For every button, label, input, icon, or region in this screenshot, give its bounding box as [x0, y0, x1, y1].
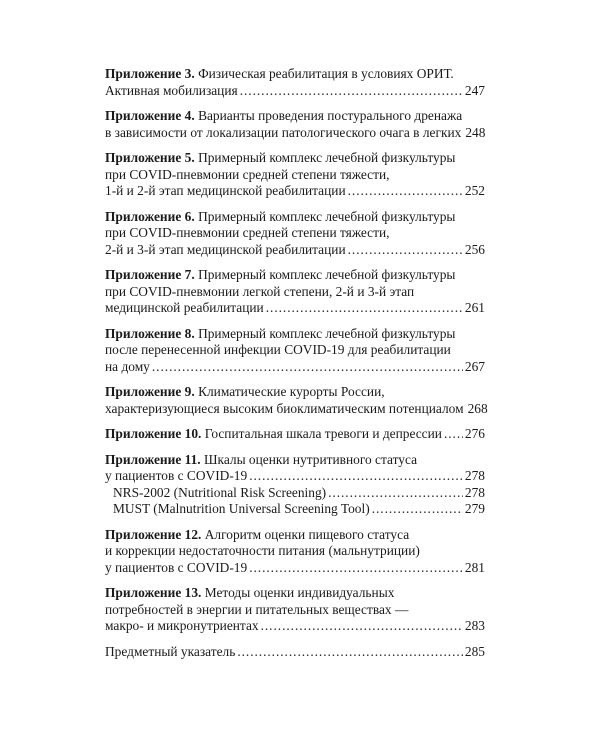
page-number: 247 — [464, 82, 485, 98]
entry-title-line: после перенесенной инфекции COVID-19 для реабилитации — [105, 342, 451, 357]
entry-title-line: 2-й и 3-й этап медицинской реабилитации — [105, 241, 346, 257]
toc-entry-appendix-3[interactable] — [105, 66, 485, 99]
appendix-label: Приложение 10. — [105, 426, 202, 441]
page-number: 283 — [464, 618, 485, 633]
toc-entry-appendix-12[interactable] — [105, 527, 485, 577]
page-number: 281 — [464, 559, 485, 575]
entry-title-line: у пациентов с COVID-19 — [105, 468, 248, 483]
dot-leader — [152, 359, 463, 376]
table-of-contents — [105, 66, 488, 660]
page-number: 285 — [464, 643, 485, 659]
appendix-label: Приложение 3. — [105, 66, 195, 81]
dot-leader — [249, 560, 463, 577]
entry-title-line: Активная мобилизация — [105, 82, 238, 98]
toc-entry-appendix-8[interactable] — [105, 326, 485, 376]
appendix-label: Приложение 4. — [105, 108, 195, 123]
entry-title-line: и коррекции недостаточности питания (мальнутриции) — [105, 543, 420, 558]
entry-title-line: характеризующиеся высоким биоклиматическим потенциалом — [105, 400, 464, 416]
entry-title-line: Примерный комплекс лечебной физкультуры — [198, 150, 456, 165]
dot-leader — [348, 183, 463, 200]
page-number: 268 — [467, 400, 488, 416]
dot-leader — [266, 300, 463, 317]
dot-leader — [261, 618, 463, 635]
toc-entry-appendix-11[interactable] — [105, 452, 485, 518]
entry-title-line: Предметный указатель — [105, 643, 236, 659]
entry-title-line: Примерный комплекс лечебной физкультуры — [198, 267, 456, 282]
toc-subentry-must[interactable] — [105, 501, 485, 518]
entry-title-line: Шкалы оценки нутритивного статуса — [204, 451, 418, 467]
appendix-label: Приложение 6. — [105, 208, 195, 224]
toc-entry-appendix-13[interactable] — [105, 585, 485, 635]
page-number: 267 — [464, 358, 485, 374]
entry-title-line: Климатические курорты России, — [198, 384, 385, 399]
dot-leader — [444, 426, 463, 443]
entry-title-line: Примерный комплекс лечебной физкультуры — [198, 325, 456, 341]
toc-entry-appendix-9[interactable] — [105, 384, 488, 417]
toc-entry-appendix-6[interactable] — [105, 209, 485, 259]
page-number: 256 — [464, 241, 485, 257]
entry-title-line: при COVID-пневмонии средней степени тяжести, — [105, 166, 390, 182]
toc-entry-appendix-7[interactable] — [105, 267, 485, 317]
page-number: 261 — [464, 300, 485, 315]
appendix-label: Приложение 5. — [105, 150, 195, 165]
dot-leader — [249, 468, 463, 485]
subentry-title: MUST (Malnutrition Universal Screening Tool) — [113, 501, 370, 516]
entry-title-line: Госпитальная шкала тревоги и депрессии — [204, 426, 442, 441]
dot-leader — [237, 644, 463, 661]
toc-entry-appendix-4[interactable] — [105, 108, 485, 141]
toc-subentry-nrs-2002[interactable] — [105, 485, 485, 502]
entry-title-line: при COVID-пневмонии легкой степени, 2-й и 3-й этап — [105, 283, 415, 299]
appendix-label: Приложение 8. — [105, 325, 195, 341]
entry-title-line: 1-й и 2-й этап медицинской реабилитации — [105, 183, 346, 198]
entry-title-line: при COVID-пневмонии средней степени тяжести, — [105, 225, 390, 240]
subentry-title: NRS-2002 (Nutritional Risk Screening) — [113, 484, 327, 500]
entry-title-line: потребностей в энергии и питательных веществах — — [105, 601, 409, 617]
appendix-label: Приложение 12. — [105, 526, 202, 542]
page-number: 252 — [464, 183, 485, 198]
toc-entry-appendix-5[interactable] — [105, 150, 485, 200]
entry-title-line: Примерный комплекс лечебной физкультуры — [198, 208, 456, 224]
dot-leader — [348, 242, 463, 259]
entry-title-line: на дому — [105, 358, 150, 374]
entry-title-line: Методы оценки индивидуальных — [204, 585, 395, 600]
entry-title-line: Алгоритм оценки пищевого статуса — [204, 526, 410, 542]
entry-title-line: Варианты проведения постурального дренажа — [198, 108, 463, 123]
entry-title-line: медицинской реабилитации — [105, 300, 264, 315]
dot-leader — [240, 83, 463, 100]
page-number: 248 — [465, 124, 486, 140]
entry-title-line: у пациентов с COVID-19 — [105, 559, 248, 575]
appendix-label: Приложение 11. — [105, 451, 201, 467]
page-number: 278 — [464, 484, 485, 500]
dot-leader — [372, 501, 463, 518]
page-number: 279 — [464, 501, 485, 516]
entry-title-line: Физическая реабилитация в условиях ОРИТ. — [198, 66, 454, 81]
entry-title-line: макро- и микронутриентах — [105, 618, 259, 633]
page-number: 278 — [464, 468, 485, 483]
page-number: 276 — [464, 426, 485, 441]
toc-entry-subject-index[interactable] — [105, 644, 485, 661]
appendix-label: Приложение 13. — [105, 585, 202, 600]
entry-title-line: в зависимости от локализации патологического очага в легких — [105, 124, 462, 140]
toc-entry-appendix-10[interactable] — [105, 426, 485, 443]
appendix-label: Приложение 9. — [105, 384, 195, 399]
dot-leader — [328, 485, 463, 502]
appendix-label: Приложение 7. — [105, 267, 195, 282]
